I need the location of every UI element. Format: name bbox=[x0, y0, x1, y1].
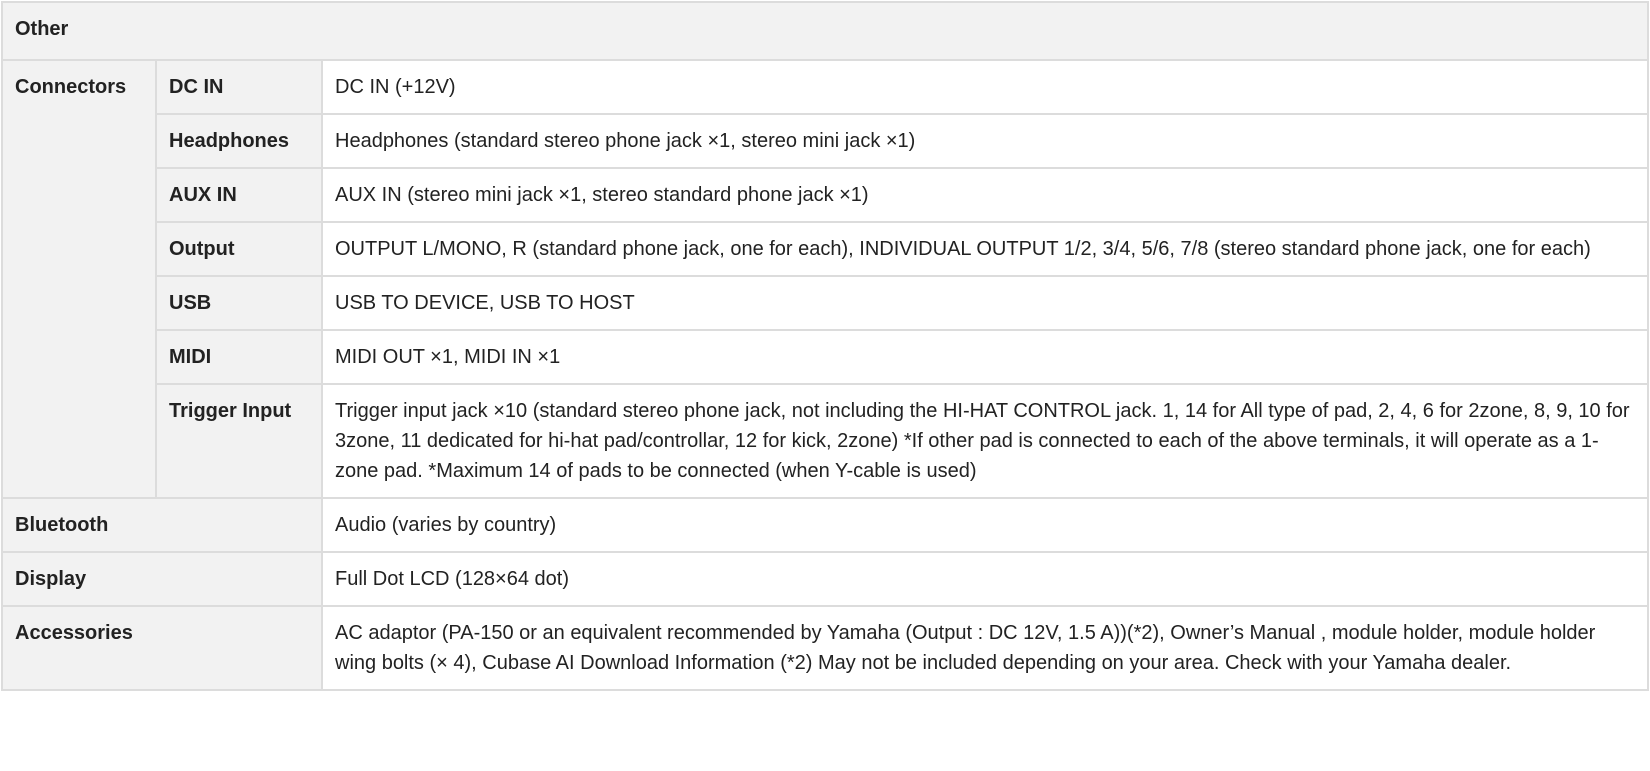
table-row bbox=[2, 222, 1648, 276]
accessories-value: AC adaptor (PA-150 or an equivalent recommended by Yamaha (Output : DC 12V, 1.5 A))(*2), Owner’s Manual , module holder, module holder wing bolts (× 4), Cubase AI Download Information (*2) May not be included depending on your area. Check with your Yamaha dealer. bbox=[322, 606, 1648, 690]
row-value: Trigger input jack ×10 (standard stereo phone jack, not including the HI-HAT CONTROL jack. 1, 14 for All type of pad, 2, 4, 6 for 2zone, 8, 9, 10 for 3zone, 11 dedicated for hi-hat pad/controllar, 12 for kick, 2zone) *If other pad is connected to each of the above terminals, it will operate as a 1-zone pad. *Maximum 14 of pads to be connected (when Y-cable is used) bbox=[322, 384, 1648, 498]
row-value: OUTPUT L/MONO, R (standard phone jack, one for each), INDIVIDUAL OUTPUT 1/2, 3/4, 5/6, 7/8 (stereo standard phone jack, one for each) bbox=[322, 222, 1648, 276]
row-value: MIDI OUT ×1, MIDI IN ×1 bbox=[322, 330, 1648, 384]
section-header-row bbox=[2, 2, 1648, 60]
display-value: Full Dot LCD (128×64 dot) bbox=[322, 552, 1648, 606]
table-row bbox=[2, 168, 1648, 222]
table-row bbox=[2, 552, 1648, 606]
table-row bbox=[2, 606, 1648, 690]
row-label: Output bbox=[156, 222, 322, 276]
accessories-label: Accessories bbox=[2, 606, 322, 690]
row-value: USB TO DEVICE, USB TO HOST bbox=[322, 276, 1648, 330]
row-label: Trigger Input bbox=[156, 384, 322, 498]
connectors-label: Connectors bbox=[2, 60, 156, 498]
row-label: DC IN bbox=[156, 60, 322, 114]
table-row bbox=[2, 60, 1648, 114]
row-label: AUX IN bbox=[156, 168, 322, 222]
row-value: Headphones (standard stereo phone jack ×1, stereo mini jack ×1) bbox=[322, 114, 1648, 168]
spec-table bbox=[1, 1, 1649, 691]
bluetooth-label: Bluetooth bbox=[2, 498, 322, 552]
section-title: Other bbox=[2, 2, 1648, 60]
row-value: AUX IN (stereo mini jack ×1, stereo standard phone jack ×1) bbox=[322, 168, 1648, 222]
table-row bbox=[2, 498, 1648, 552]
display-label: Display bbox=[2, 552, 322, 606]
row-label: MIDI bbox=[156, 330, 322, 384]
bluetooth-value: Audio (varies by country) bbox=[322, 498, 1648, 552]
row-label: USB bbox=[156, 276, 322, 330]
table-row bbox=[2, 330, 1648, 384]
table-row bbox=[2, 114, 1648, 168]
table-row bbox=[2, 276, 1648, 330]
row-label: Headphones bbox=[156, 114, 322, 168]
row-value: DC IN (+12V) bbox=[322, 60, 1648, 114]
table-row bbox=[2, 384, 1648, 498]
